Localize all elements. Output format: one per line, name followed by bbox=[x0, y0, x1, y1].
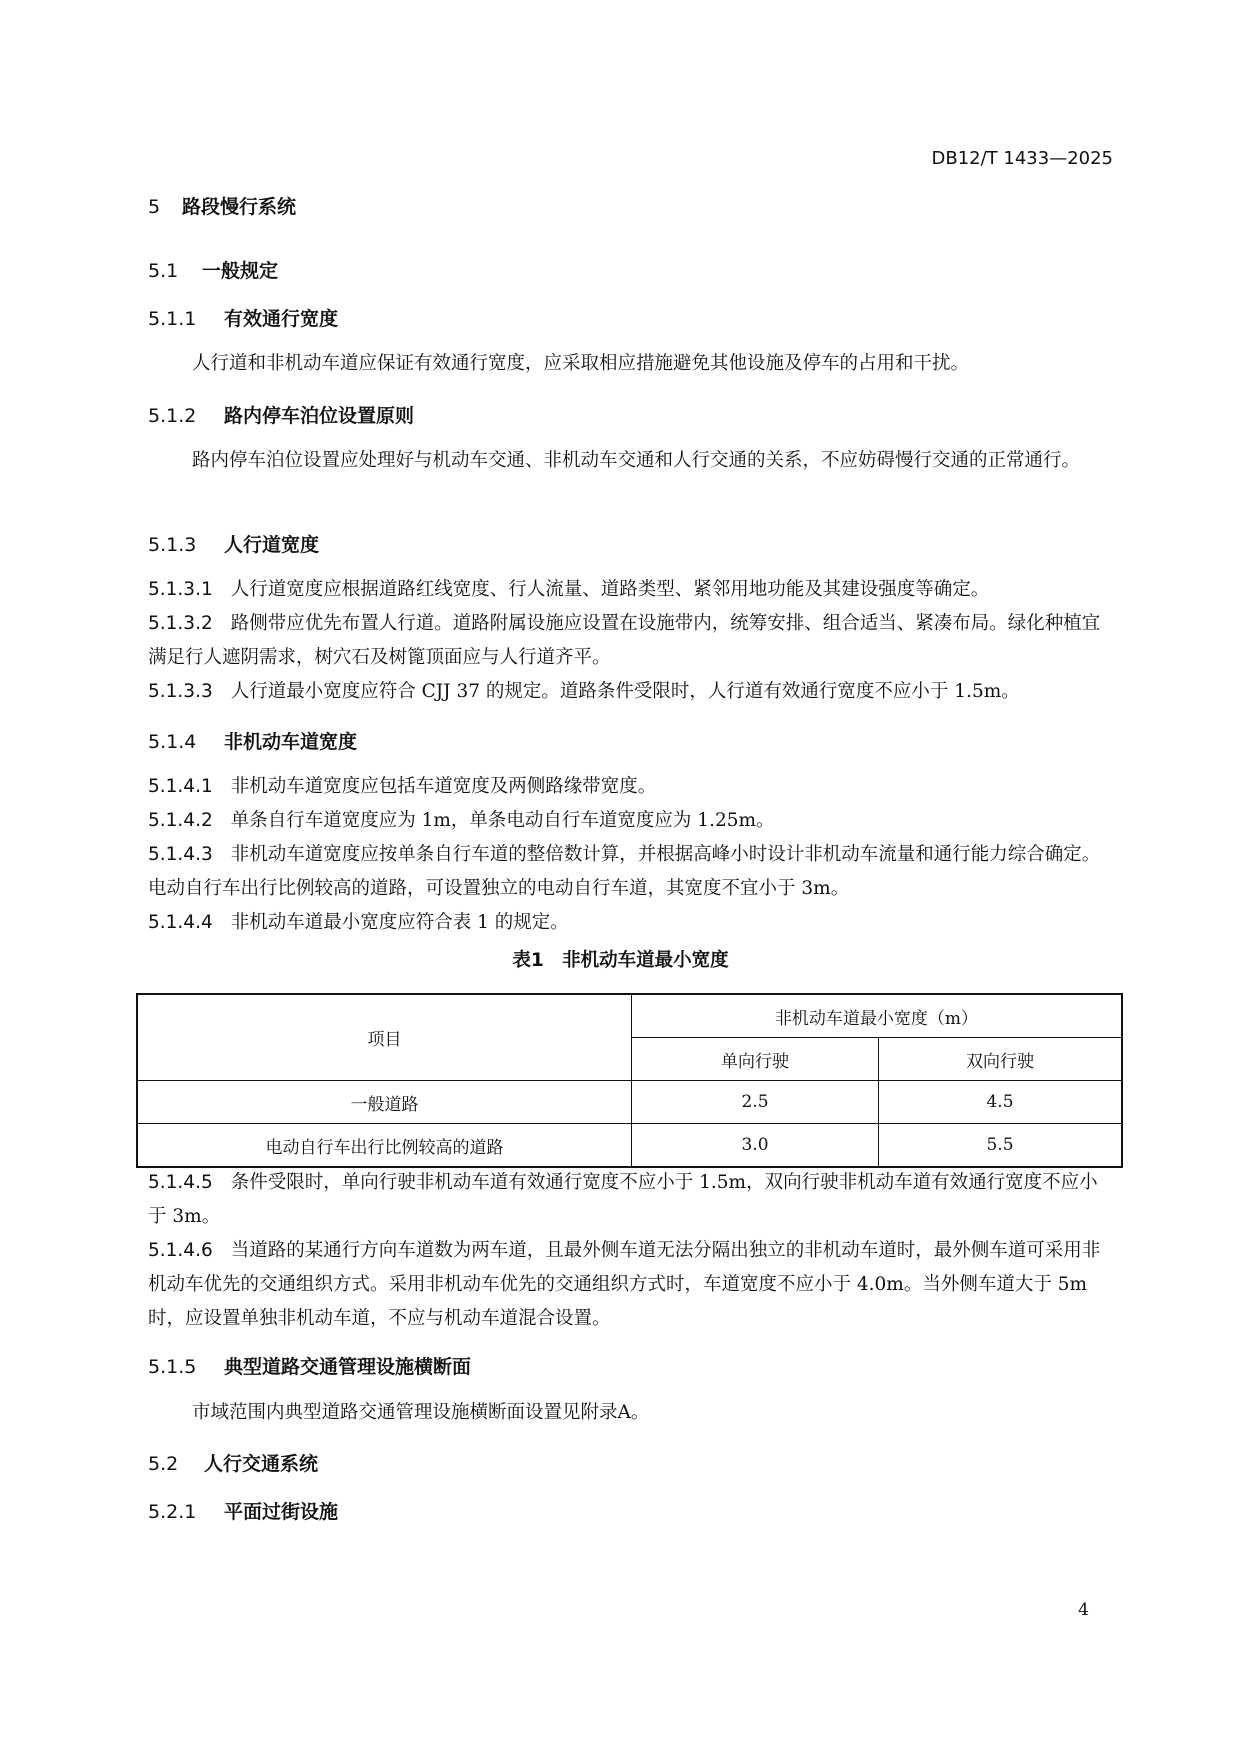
section-title: 有效通行宽度 bbox=[224, 308, 339, 330]
clause-number: 5.1.4.1 bbox=[148, 776, 213, 797]
clause-5-1-4-3 bbox=[148, 838, 1112, 906]
min-width-table bbox=[136, 993, 1123, 1168]
clause-number: 5.1.3.1 bbox=[148, 579, 213, 600]
section-title: 路段慢行系统 bbox=[182, 196, 297, 218]
clause-number: 5.1.4.3 bbox=[148, 844, 213, 865]
section-5-heading bbox=[148, 192, 296, 219]
section-5-1-1-heading bbox=[148, 304, 338, 331]
document-code: DB12/T 1433—2025 bbox=[931, 148, 1113, 169]
section-number: 5.1.2 bbox=[148, 405, 197, 427]
clause-number: 5.1.3.2 bbox=[148, 613, 213, 634]
cell-item: 电动自行车出行比例较高的道路 bbox=[137, 1124, 632, 1168]
cell-two-way: 4.5 bbox=[879, 1081, 1123, 1124]
clause-text: 非机动车道宽度应按单条自行车道的整倍数计算，并根据高峰小时设计非机动车流量和通行能力综合确定。电动自行车出行比例较高的道路，可设置独立的电动自行车道，其宽度不宜小于 3m。 bbox=[148, 844, 1101, 899]
section-title: 平面过街设施 bbox=[224, 1501, 339, 1523]
clause-number: 5.1.4.2 bbox=[148, 810, 213, 831]
paragraph-5-1-5: 市域范围内典型道路交通管理设施横断面设置见附录A。 bbox=[192, 1402, 650, 1423]
table-caption: 表1 非机动车道最小宽度 bbox=[512, 950, 729, 971]
header-min-width-group: 非机动车道最小宽度（m） bbox=[632, 994, 1123, 1038]
section-number: 5.1.3 bbox=[148, 534, 197, 556]
section-title: 人行交通系统 bbox=[204, 1453, 319, 1475]
clause-text: 路侧带应优先布置人行道。道路附属设施应设置在设施带内，统筹安排、组合适当、紧凑布局。绿化种植宜满足行人遮阴需求，树穴石及树篦顶面应与人行道齐平。 bbox=[148, 613, 1101, 668]
section-number: 5.2.1 bbox=[148, 1501, 197, 1523]
header-one-way: 单向行驶 bbox=[632, 1038, 879, 1081]
clause-text: 单条自行车道宽度应为 1m，单条电动自行车道宽度应为 1.25m。 bbox=[230, 810, 775, 831]
cell-item: 一般道路 bbox=[137, 1081, 632, 1124]
clause-text: 非机动车道最小宽度应符合表 1 的规定。 bbox=[230, 912, 569, 933]
clause-text: 人行道最小宽度应符合 CJJ 37 的规定。道路条件受限时，人行道有效通行宽度不应小于 1.5m。 bbox=[230, 681, 1020, 702]
clause-5-1-4-1 bbox=[148, 770, 1112, 804]
header-two-way: 双向行驶 bbox=[879, 1038, 1123, 1081]
section-title: 人行道宽度 bbox=[224, 534, 320, 556]
section-5-1-4-heading bbox=[148, 727, 357, 754]
clause-number: 5.1.4.6 bbox=[148, 1240, 213, 1261]
section-title: 典型道路交通管理设施横断面 bbox=[224, 1356, 472, 1378]
section-number: 5.1.4 bbox=[148, 731, 197, 753]
table-row bbox=[137, 1081, 1122, 1124]
section-number: 5 bbox=[148, 196, 161, 218]
section-title: 一般规定 bbox=[202, 260, 279, 282]
table-row bbox=[137, 1124, 1122, 1168]
clause-number: 5.1.3.3 bbox=[148, 681, 213, 702]
clause-text: 人行道宽度应根据道路红线宽度、行人流量、道路类型、紧邻用地功能及其建设强度等确定。 bbox=[230, 579, 990, 600]
clause-number: 5.1.4.5 bbox=[148, 1172, 213, 1193]
clause-5-1-4-5 bbox=[148, 1166, 1112, 1234]
clause-text: 当道路的某通行方向车道数为两车道，且最外侧车道无法分隔出独立的非机动车道时，最外侧车道可采用非机动车优先的交通组织方式。采用非机动车优先的交通组织方式时，车道宽度不应小于 4.0m。当外侧车道大于 5m 时，应设置单独非机动车道，不应与机动车道混合设置。 bbox=[148, 1240, 1101, 1329]
paragraph-5-1-1: 人行道和非机动车道应保证有效通行宽度，应采取相应措施避免其他设施及停车的占用和干扰。 bbox=[192, 353, 970, 374]
section-5-1-3-heading bbox=[148, 530, 319, 557]
section-number: 5.2 bbox=[148, 1453, 179, 1475]
cell-one-way: 2.5 bbox=[632, 1081, 879, 1124]
section-title: 路内停车泊位设置原则 bbox=[224, 405, 415, 427]
clause-5-1-4-6 bbox=[148, 1234, 1112, 1336]
paragraph-5-1-2: 路内停车泊位设置应处理好与机动车交通、非机动车交通和人行交通的关系，不应妨碍慢行交通的正常通行。 bbox=[192, 450, 1081, 471]
section-5-2-1-heading bbox=[148, 1497, 338, 1524]
cell-one-way: 3.0 bbox=[632, 1124, 879, 1168]
cell-two-way: 5.5 bbox=[879, 1124, 1123, 1168]
clause-number: 5.1.4.4 bbox=[148, 912, 213, 933]
section-number: 5.1 bbox=[148, 260, 179, 282]
section-number: 5.1.1 bbox=[148, 308, 197, 330]
section-5-1-2-heading bbox=[148, 401, 414, 428]
section-5-2-heading bbox=[148, 1449, 318, 1476]
section-5-1-heading bbox=[148, 256, 278, 283]
section-title: 非机动车道宽度 bbox=[224, 731, 358, 753]
clause-text: 条件受限时，单向行驶非机动车道有效通行宽度不应小于 1.5m，双向行驶非机动车道有效通行宽度不应小于 3m。 bbox=[148, 1172, 1098, 1227]
clause-5-1-3-2 bbox=[148, 607, 1112, 675]
page-number: 4 bbox=[1078, 1600, 1089, 1620]
clause-5-1-4-2 bbox=[148, 804, 1112, 838]
clause-text: 非机动车道宽度应包括车道宽度及两侧路缘带宽度。 bbox=[230, 776, 657, 797]
clause-5-1-3-3 bbox=[148, 675, 1112, 709]
clause-5-1-4-4 bbox=[148, 906, 1112, 940]
section-5-1-5-heading bbox=[148, 1352, 471, 1379]
header-item: 项目 bbox=[137, 994, 632, 1081]
section-number: 5.1.5 bbox=[148, 1356, 197, 1378]
clause-5-1-3-1 bbox=[148, 573, 1112, 607]
